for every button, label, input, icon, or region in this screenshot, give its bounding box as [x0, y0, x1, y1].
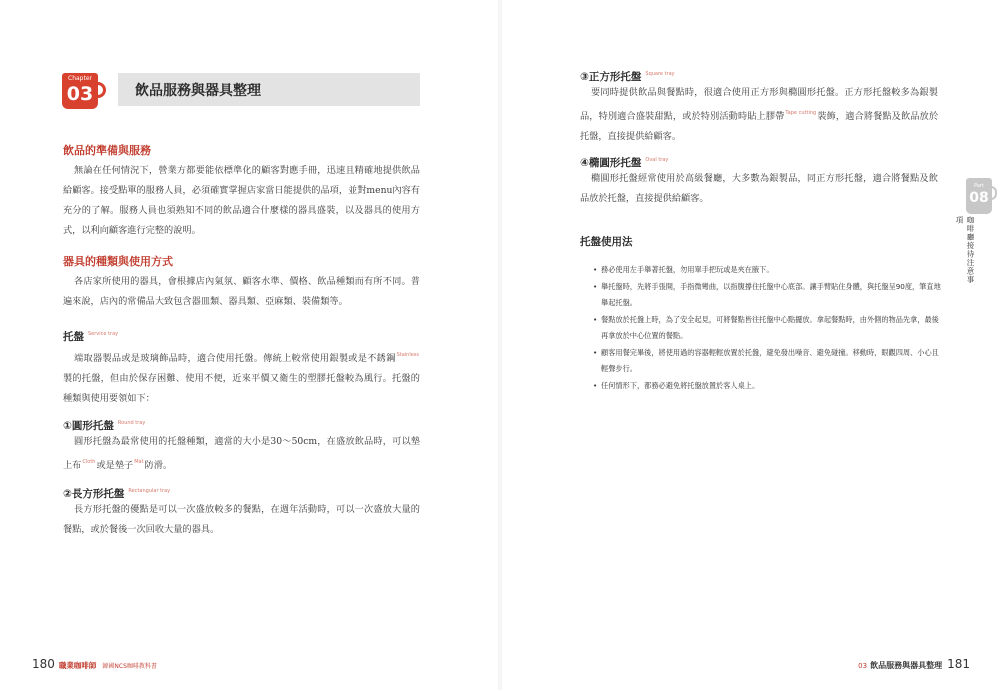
- right-page-number: 181: [947, 657, 970, 671]
- tray-en-stainless: Stainless: [396, 352, 419, 358]
- book-subtitle: 韓國NCS咖啡教科書: [102, 663, 157, 670]
- subhead-oval-en: Oval tray: [645, 157, 669, 163]
- subhead-square-en: Square tray: [645, 71, 675, 77]
- chapter-label: Chapter: [68, 75, 92, 82]
- part-label: Part: [974, 183, 984, 189]
- chapter-number: 03: [66, 83, 94, 105]
- list-item: • 餐點放於托盤上時，為了安全起見，可將餐點皆往托盤中心點擺放。拿起餐點時，由外側的物品先拿，最後再拿放於中心位置的餐點。: [593, 312, 943, 345]
- chapter-title: 飲品服務與器具整理: [135, 83, 261, 99]
- subhead-oval-title: ④橢圓形托盤: [580, 157, 642, 169]
- chapter-title-bar: [118, 73, 420, 106]
- body-square-tray: 要同時提供飲品與餐點時，很適合使用正方形與橢圓形托盤。正方形托盤較多為銀製品，特別適合盛裝甜點，或於特別活動時貼上膠帶$^{Tape cutting}$裝飾，適合將餐點及飲品放於托盤，直接提供給顧客。: [580, 87, 939, 142]
- part-side-tab: [955, 178, 1000, 288]
- round-en-cloth: Cloth: [82, 459, 96, 465]
- body-oval-tray: 橢圓形托盤經常使用於高級餐廳，大多數為銀製品，同正方形托盤，適合將餐點及飲品放於托盤，直接提供給顧客。: [580, 173, 938, 204]
- subhead-tray: [63, 329, 118, 344]
- footer-chapter-number: 03: [858, 662, 868, 670]
- body-rect-tray: 長方形托盤的優點是可以一次盛放較多的餐點，在週年活動時，可以一次盛放大量的餐點，或於餐後一次回收大量的器具。: [63, 504, 420, 535]
- list-item: • 顧客用餐完畢後，將使用過的容器輕輕放置於托盤，避免發出噪音、避免碰撞。移動時，眼觀四周、小心且輕聲步行。: [593, 345, 943, 378]
- subhead-oval-tray: [580, 155, 668, 170]
- part-title: 咖啡廳接待注意事項: [955, 216, 975, 284]
- subhead-round-title: ①圓形托盤: [63, 420, 114, 432]
- subhead-square-tray: [580, 69, 675, 84]
- list-item: • 舉托盤時，先將手張開，手指微彎曲，以指腹撐住托盤中心底部。讓手臂貼住身體，與托盤呈90度，筆直地舉起托盤。: [593, 279, 943, 312]
- left-page-number: 180: [32, 657, 55, 671]
- part-number: 08: [969, 190, 989, 206]
- subhead-rect-tray: [63, 486, 170, 501]
- tray-usage-list: [593, 262, 943, 394]
- left-footer: [32, 653, 157, 669]
- subhead-round-tray: [63, 418, 145, 433]
- book-title: 職業咖啡師: [58, 661, 97, 670]
- body-tray: 端取器製品或是玻璃飾品時，適合使用托盤。傳統上較常使用銀製或是不銹鋼$^{Stainless}$製的托盤，但由於保存困難、使用不便，近來平價又衛生的塑膠托盤較為風行。托盤的種類與使用要領如下：: [63, 352, 420, 404]
- right-footer: [858, 653, 970, 669]
- subhead-tray-en: Service tray: [88, 331, 119, 337]
- section-heading-preparation: 飲品的準備與服務: [63, 144, 151, 157]
- subhead-tray-usage: 托盤使用法: [580, 236, 633, 248]
- list-item: • 任何情形下，都務必避免將托盤放置於客人桌上。: [593, 378, 943, 395]
- chapter-mug-icon: [62, 73, 106, 109]
- footer-chapter-title: 飲品服務與器具整理: [870, 661, 943, 670]
- page-gutter: [498, 0, 502, 690]
- subhead-square-title: ③正方形托盤: [580, 71, 642, 83]
- subhead-rect-title: ②長方形托盤: [63, 488, 125, 500]
- square-en-tape: Tape cutting: [785, 110, 817, 116]
- section-body-preparation: 無論在任何情況下，營業方都要能依標準化的顧客對應手冊，迅速且精確地提供飲品給顧客。接受點單的服務人員，必須確實掌握店家當日能提供的品項，並對menu內容有充分的了解。服務人員也須熟知不同的飲品適合什麼樣的器具盛裝，以及器具的使用方式，以利向顧客進行完整的說明。: [63, 165, 420, 236]
- list-item: • 務必使用左手舉著托盤，勿用單手把玩或是夾在腋下。: [593, 262, 943, 279]
- section-body-utensils: 各店家所使用的器具，會根據店內氣氛、顧客水準、價格、飲品種類而有所不同。普遍來說，店內的常備品大致包含器皿類、器具類、亞麻類、裝備類等。: [63, 276, 420, 307]
- round-en-mat: Mat: [134, 459, 144, 465]
- section-heading-utensils: 器具的種類與使用方式: [63, 255, 173, 268]
- subhead-tray-title: 托盤: [63, 331, 84, 343]
- body-round-tray: 圓形托盤為最常使用的托盤種類，適當的大小是30～50cm，在盛放飲品時，可以墊上布$^{Cloth}$或是墊子$^{Mat}$防滑。: [63, 436, 420, 471]
- subhead-round-en: Round tray: [117, 420, 146, 426]
- subhead-rect-en: Rectangular tray: [128, 488, 171, 494]
